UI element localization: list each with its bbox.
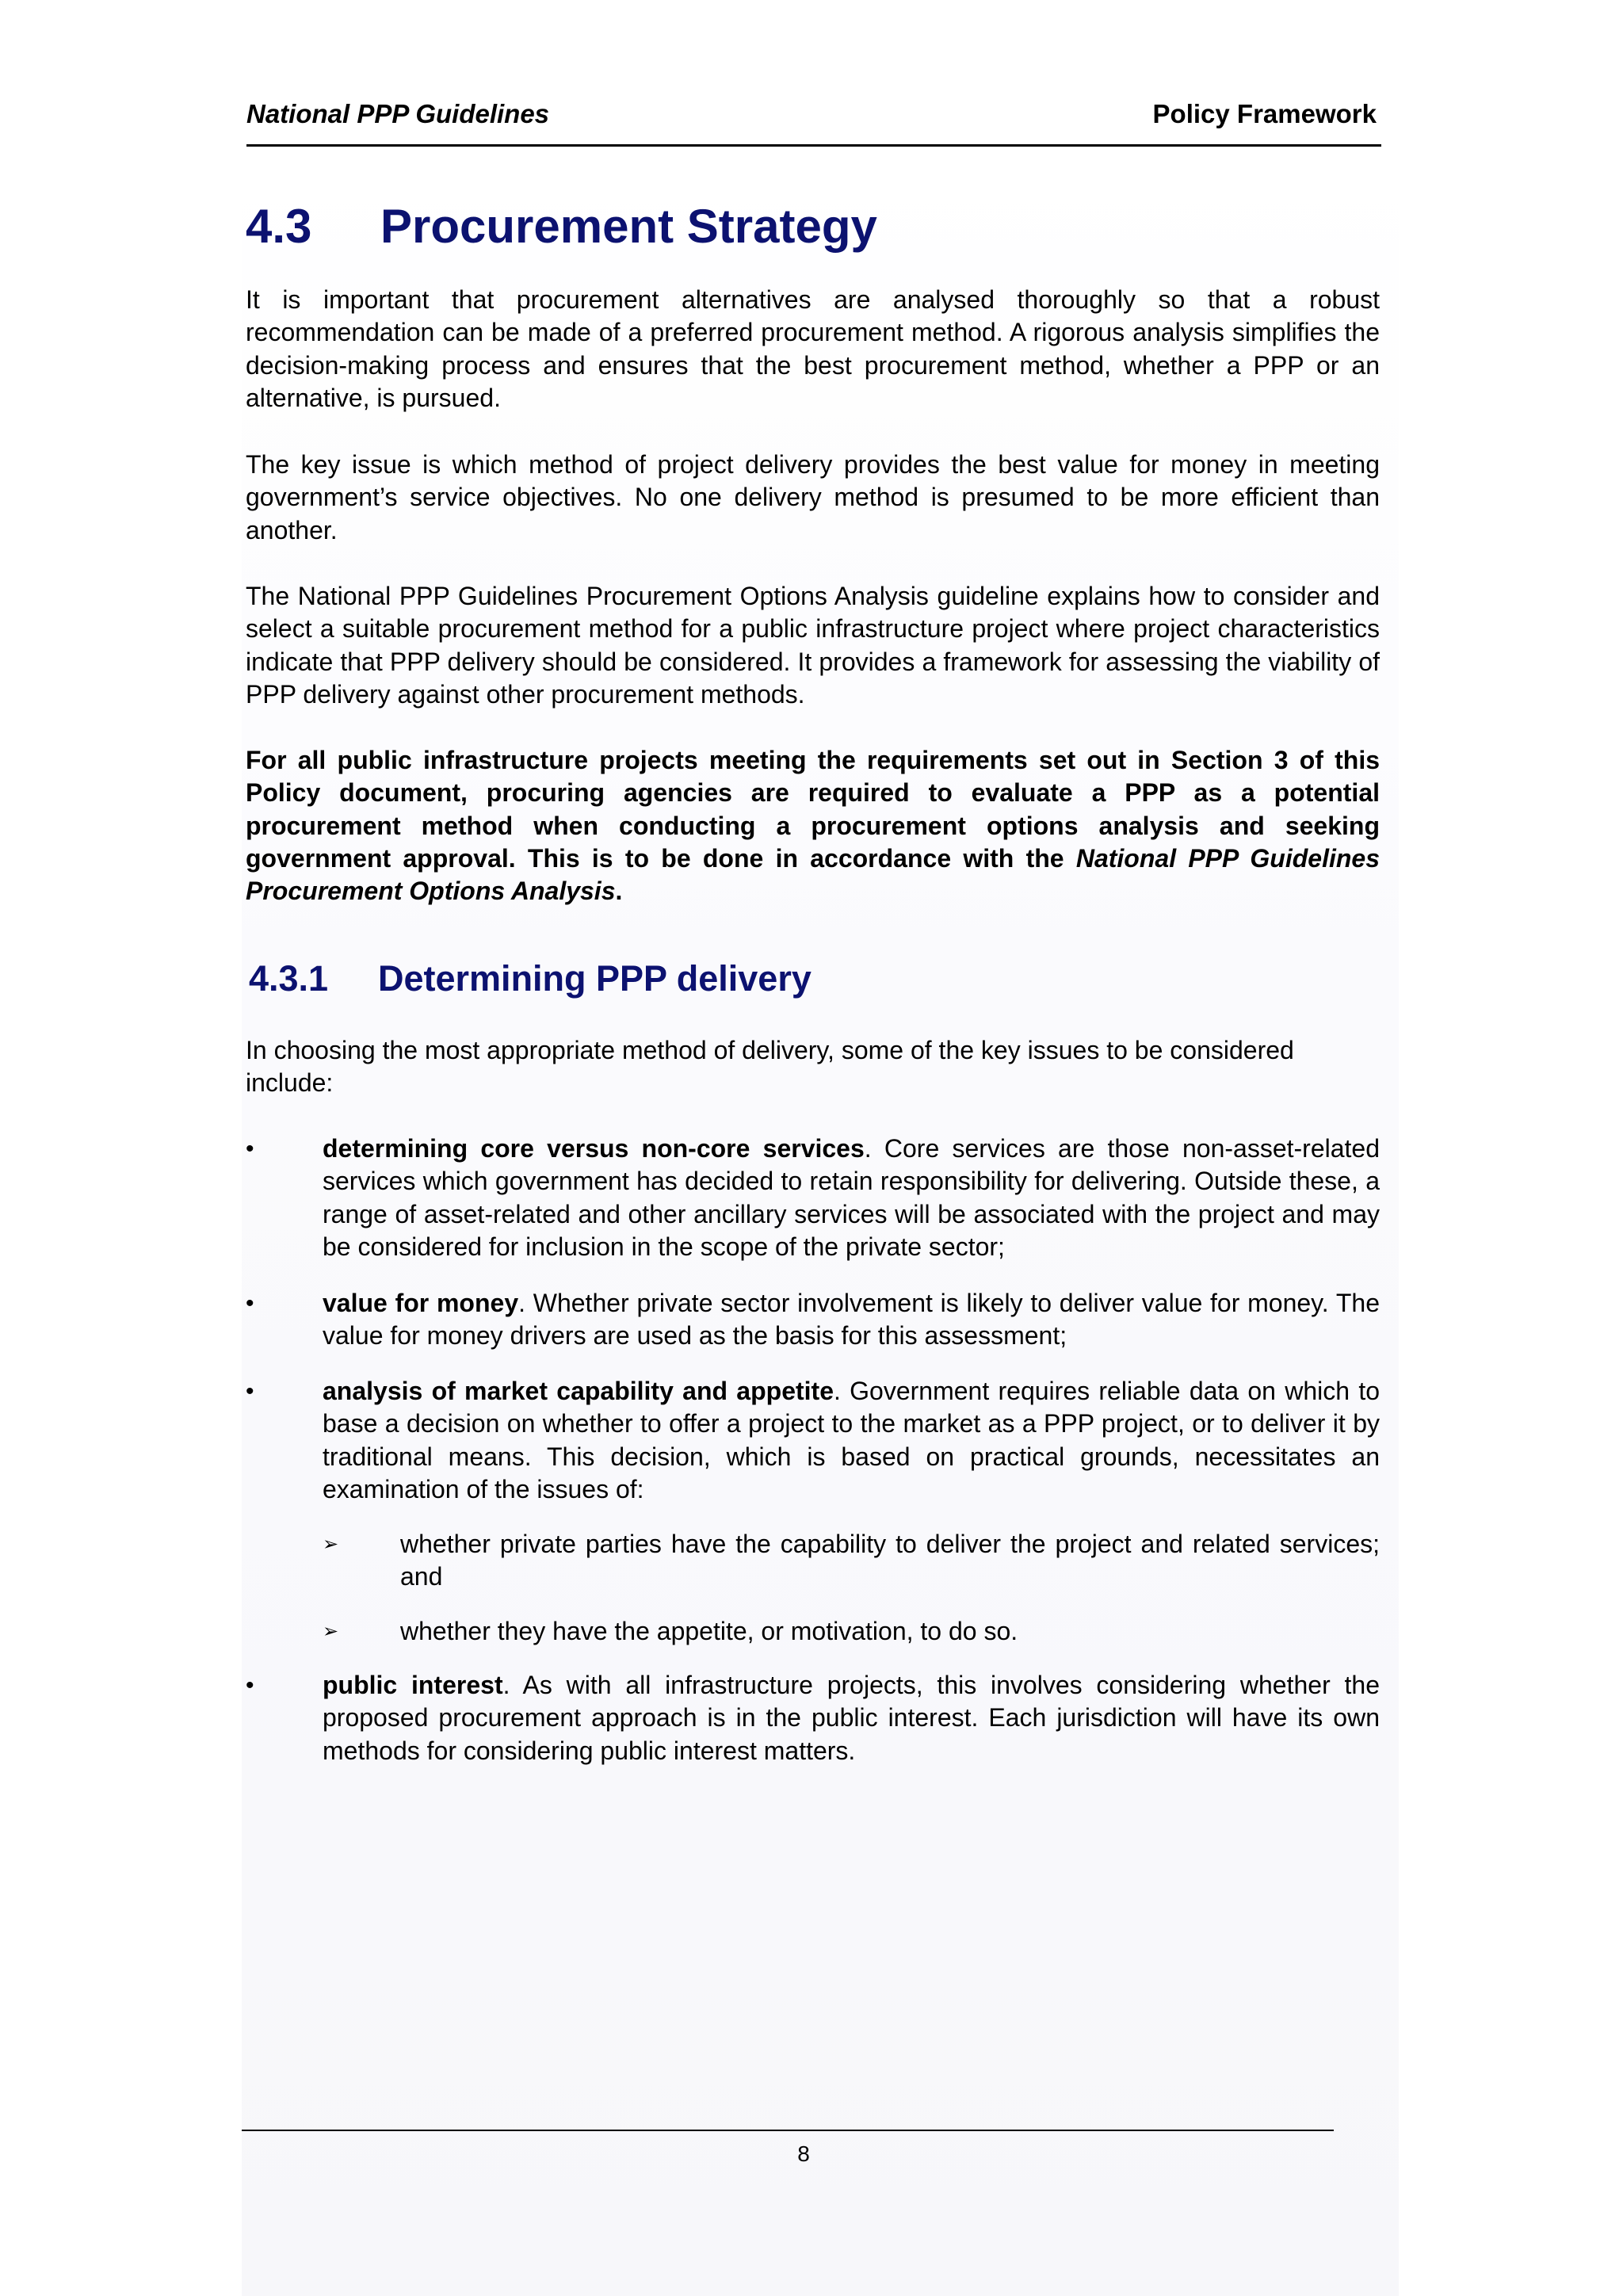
paragraph-2: The key issue is which method of project delivery provides the best value for money in meeting government’s service objectives. No one delivery method is presumed to be more efficient than another. [246, 450, 1380, 544]
subsection-title: Determining PPP delivery [378, 958, 812, 999]
bullet-body [323, 1669, 1380, 1767]
arrowhead-icon: ➢ [323, 1621, 339, 1642]
bullet-term: analysis of market capability and appetite [323, 1377, 834, 1405]
requirement-paragraph [246, 744, 1380, 907]
subsection-heading [249, 957, 812, 1001]
bullet-body [323, 1375, 1380, 1506]
bullet-item [246, 1287, 1380, 1353]
page-header [246, 97, 1381, 147]
sub-bullet-text: whether they have the appetite, or motivation, to do so. [400, 1617, 1018, 1645]
bullet-item [246, 1375, 1380, 1506]
section-number: 4.3 [246, 200, 312, 253]
subsection-number: 4.3.1 [249, 958, 329, 999]
bullet-text: . Government requires reliable data on which to base a decision on whether to offer a project to the market as a PPP project, or to deliver it by traditional means. This decision, which is based on practical grounds, necessitates an examination of the issues of: [323, 1377, 1381, 1503]
section-heading [246, 197, 877, 257]
arrowhead-icon: ➢ [323, 1534, 339, 1555]
bullet-term: determining core versus non-core services [323, 1134, 865, 1163]
bullet-term: public interest [323, 1671, 503, 1699]
header-document-title: National PPP Guidelines [246, 99, 550, 128]
sub-bullet-text: whether private parties have the capability to deliver the project and related services; and [400, 1530, 1380, 1591]
bullet-body [323, 1287, 1380, 1353]
paragraph-3: The National PPP Guidelines Procurement Options Analysis guideline explains how to consider and select a suitable procurement method for a public infrastructure project where project characteristics indicate that PPP delivery should be considered. It provides a framework for assessing the viability of PPP delivery against other procurement methods. [246, 582, 1380, 709]
footer-rule [242, 2130, 1334, 2131]
bullet-text: . Core services are those non-asset-related services which government has decided to retain responsibility for delivering. Outside these, a range of asset-related and other ancillary services will be associated with the project and may be considered for inclusion in the scope of the private sector; [323, 1134, 1381, 1261]
bullet-dot-icon: • [246, 1136, 254, 1162]
bullet-dot-icon: • [246, 1672, 254, 1698]
bullet-body [323, 1133, 1380, 1263]
sub-bullet-item [323, 1528, 1380, 1594]
bullet-item [246, 1133, 1380, 1263]
bullet-text: . As with all infrastructure projects, this involves considering whether the proposed procurement approach is in the public interest. Each jurisdiction will have its own methods for considering public interest matters. [323, 1671, 1381, 1765]
requirement-end: . [615, 877, 623, 906]
page-number: 8 [797, 2141, 810, 2166]
header-section-title: Policy Framework [1152, 99, 1377, 128]
subsection-intro: In choosing the most appropriate method of delivery, some of the key issues to be considered include: [246, 1036, 1294, 1098]
section-title: Procurement Strategy [380, 200, 877, 253]
paragraph-1: It is important that procurement alternatives are analysed thoroughly so that a robust recommendation can be made of a preferred procurement method. A rigorous analysis simplifies the decision-making process and ensures that the best procurement method, whether a PPP or an alternative, is pursued. [246, 285, 1380, 412]
bullet-item [246, 1669, 1380, 1767]
bullet-text: . Whether private sector involvement is likely to deliver value for money. The value for money drivers are used as the basis for this assessment; [323, 1289, 1381, 1350]
requirement-text: For all public infrastructure projects meeting the requirements set out in Section 3 of this Policy document, procuring agencies are required to evaluate a PPP as a potential procurement method when conducting a procurement options analysis and seeking government approval. This is to be done in accordance with the [246, 746, 1380, 873]
bullet-dot-icon: • [246, 1290, 254, 1316]
requirement-reference: National PPP Guidelines Procurement Options Analysis [246, 843, 1381, 906]
bullet-dot-icon: • [246, 1378, 254, 1404]
sub-bullet-item [323, 1615, 1380, 1648]
bullet-term: value for money [323, 1289, 519, 1317]
